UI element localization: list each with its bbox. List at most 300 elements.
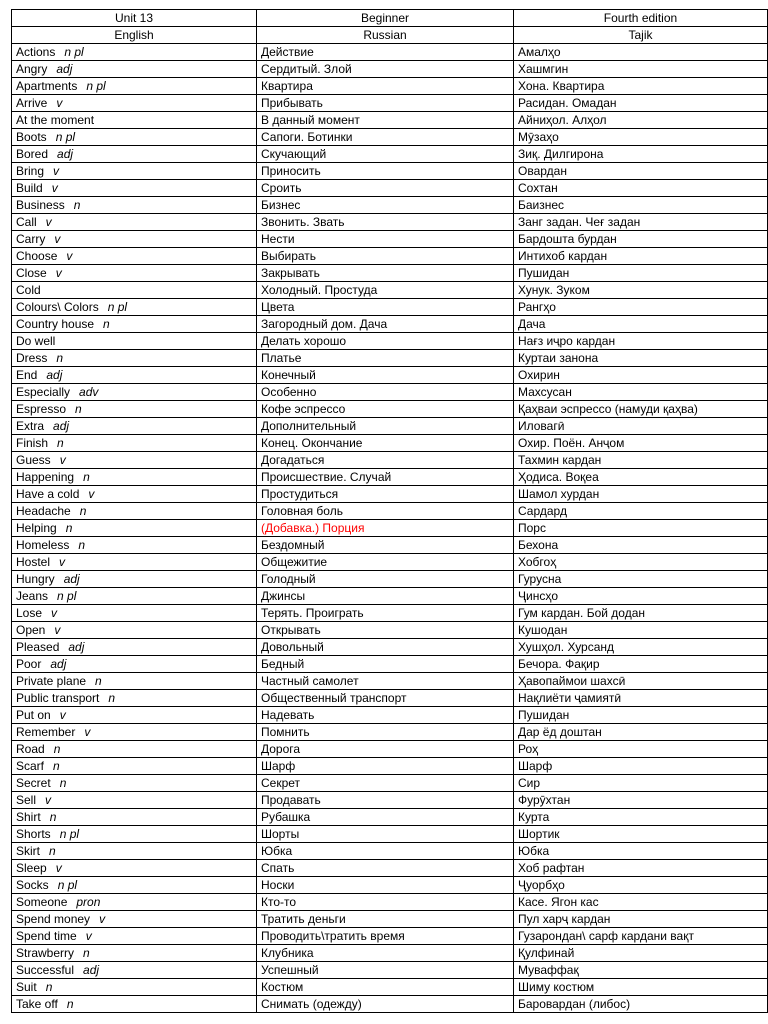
table-row — [12, 741, 768, 758]
english-word: Close — [16, 265, 47, 280]
table-row — [12, 792, 768, 809]
part-of-speech: n — [75, 401, 82, 416]
table-row — [12, 877, 768, 894]
tajik-cell: Баровардан (либос) — [514, 996, 768, 1013]
table-row — [12, 282, 768, 299]
english-cell — [12, 350, 257, 367]
english-cell — [12, 163, 257, 180]
part-of-speech: adj — [56, 61, 73, 76]
english-cell — [12, 180, 257, 197]
english-cell — [12, 384, 257, 401]
part-of-speech: v — [88, 486, 95, 501]
part-of-speech: v — [56, 95, 63, 110]
russian-cell: Головная боль — [257, 503, 514, 520]
english-word: Road — [16, 741, 45, 756]
english-cell — [12, 622, 257, 639]
tajik-cell: Айниҳол. Алҳол — [514, 112, 768, 129]
table-row — [12, 44, 768, 61]
table-row — [12, 316, 768, 333]
english-word: Pleased — [16, 639, 60, 654]
part-of-speech: n pl — [55, 129, 76, 144]
english-word: Jeans — [16, 588, 49, 603]
tajik-cell: Курта — [514, 809, 768, 826]
english-word: Build — [16, 180, 43, 195]
part-of-speech: n pl — [57, 588, 77, 603]
russian-cell: Секрет — [257, 775, 514, 792]
english-word: Arrive — [16, 95, 48, 110]
table-row — [12, 520, 768, 537]
tajik-cell: Куртаи занона — [514, 350, 768, 367]
part-of-speech: v — [55, 265, 62, 280]
table-row — [12, 333, 768, 350]
russian-cell: Дополнительный — [257, 418, 514, 435]
tajik-cell: Рангҳо — [514, 299, 768, 316]
english-cell — [12, 333, 257, 350]
tajik-cell: Касе. Ягон кас — [514, 894, 768, 911]
tajik-cell: Хашмгин — [514, 61, 768, 78]
level-label: Beginner — [257, 10, 514, 27]
table-row — [12, 860, 768, 877]
english-cell — [12, 571, 257, 588]
table-row — [12, 809, 768, 826]
english-word: End — [16, 367, 38, 382]
tajik-cell: Хунук. Зуком — [514, 282, 768, 299]
tajik-cell: Зиқ. Дилгирона — [514, 146, 768, 163]
english-word: Strawberry — [16, 945, 75, 960]
tajik-cell: Шарф — [514, 758, 768, 775]
english-word: Poor — [16, 656, 42, 671]
russian-cell: Носки — [257, 877, 514, 894]
table-row — [12, 350, 768, 367]
russian-cell: Выбирать — [257, 248, 514, 265]
english-word: Put on — [16, 707, 51, 722]
english-word: Apartments — [16, 78, 78, 93]
russian-cell: Надевать — [257, 707, 514, 724]
tajik-cell: Бардошта бурдан — [514, 231, 768, 248]
english-word: Have a cold — [16, 486, 80, 501]
table-row — [12, 911, 768, 928]
english-word: Spend time — [16, 928, 77, 943]
english-cell — [12, 129, 257, 146]
part-of-speech: n pl — [107, 299, 128, 314]
part-of-speech: n — [95, 673, 102, 688]
russian-cell: Происшествие. Случай — [257, 469, 514, 486]
tajik-cell: Охир. Поён. Анҷом — [514, 435, 768, 452]
russian-cell: Помнить — [257, 724, 514, 741]
english-cell — [12, 95, 257, 112]
english-cell — [12, 248, 257, 265]
part-of-speech: n — [45, 979, 53, 994]
tajik-cell: Овардан — [514, 163, 768, 180]
tajik-cell: Хобгоҳ — [514, 554, 768, 571]
tajik-cell: Фурӯхтан — [514, 792, 768, 809]
part-of-speech: adj — [63, 571, 80, 586]
english-cell — [12, 741, 257, 758]
tajik-cell: Хушҳол. Хурсанд — [514, 639, 768, 656]
english-cell — [12, 775, 257, 792]
english-cell — [12, 520, 257, 537]
tajik-cell: Роҳ — [514, 741, 768, 758]
english-word: Hostel — [16, 554, 51, 569]
tajik-cell: Муваффақ — [514, 962, 768, 979]
table-row — [12, 928, 768, 945]
english-word: Espresso — [16, 401, 67, 416]
english-word: Angry — [16, 61, 48, 76]
russian-cell: Спать — [257, 860, 514, 877]
part-of-speech: n pl — [64, 44, 84, 59]
russian-cell: В данный момент — [257, 112, 514, 129]
table-row — [12, 605, 768, 622]
russian-cell: Простудиться — [257, 486, 514, 503]
english-word: Finish — [16, 435, 49, 450]
english-cell — [12, 724, 257, 741]
part-of-speech: n — [59, 775, 67, 790]
english-cell — [12, 690, 257, 707]
tajik-cell: Шортик — [514, 826, 768, 843]
tajik-cell: Дача — [514, 316, 768, 333]
tajik-cell: Пушидан — [514, 265, 768, 282]
english-word: Boots — [16, 129, 47, 144]
tajik-cell: Шамол хурдан — [514, 486, 768, 503]
russian-cell: Квартира — [257, 78, 514, 95]
russian-cell: Джинсы — [257, 588, 514, 605]
tajik-cell: Амалҳо — [514, 44, 768, 61]
russian-cell: Сердитый. Злой — [257, 61, 514, 78]
unit-label: Unit 13 — [12, 10, 257, 27]
english-word: Call — [16, 214, 37, 229]
part-of-speech: v — [53, 163, 60, 178]
russian-cell: Нести — [257, 231, 514, 248]
english-cell — [12, 673, 257, 690]
english-cell — [12, 979, 257, 996]
table-row — [12, 945, 768, 962]
russian-cell: Прибывать — [257, 95, 514, 112]
part-of-speech: n — [49, 809, 57, 824]
part-of-speech: adj — [50, 656, 67, 671]
table-row — [12, 146, 768, 163]
table-row — [12, 486, 768, 503]
part-of-speech: n pl — [86, 78, 106, 93]
russian-cell: Платье — [257, 350, 514, 367]
english-word: Guess — [16, 452, 51, 467]
russian-cell: Цвета — [257, 299, 514, 316]
english-word: Spend money — [16, 911, 91, 926]
russian-cell: Приносить — [257, 163, 514, 180]
tajik-cell: Баизнес — [514, 197, 768, 214]
table-row — [12, 214, 768, 231]
russian-cell: Общественный транспорт — [257, 690, 514, 707]
english-word: Someone — [16, 894, 68, 909]
russian-cell: Бедный — [257, 656, 514, 673]
part-of-speech: n — [66, 996, 74, 1011]
english-word: Especially — [16, 384, 71, 399]
russian-cell: (Добавка.) Порция — [257, 520, 514, 537]
part-of-speech: n pl — [59, 826, 80, 841]
english-cell — [12, 962, 257, 979]
tajik-cell: Иловагӣ — [514, 418, 768, 435]
tajik-cell: Занг задан. Чеғ задан — [514, 214, 768, 231]
table-row — [12, 435, 768, 452]
tajik-cell: Шиму костюм — [514, 979, 768, 996]
tajik-cell: Хона. Квартира — [514, 78, 768, 95]
english-word: Successful — [16, 962, 75, 977]
russian-cell: Частный самолет — [257, 673, 514, 690]
english-cell — [12, 146, 257, 163]
english-cell — [12, 44, 257, 61]
english-word: Business — [16, 197, 65, 212]
english-word: Do well — [16, 333, 56, 348]
header-row-languages — [12, 27, 768, 44]
part-of-speech: n — [78, 537, 86, 552]
part-of-speech: v — [45, 214, 52, 229]
part-of-speech: pron — [76, 894, 101, 909]
russian-cell: Сапоги. Ботинки — [257, 129, 514, 146]
russian-cell: Голодный — [257, 571, 514, 588]
tajik-cell: Махсусан — [514, 384, 768, 401]
tajik-cell: Сохтан — [514, 180, 768, 197]
table-row — [12, 418, 768, 435]
russian-cell: Кофе эспрессо — [257, 401, 514, 418]
table-row — [12, 758, 768, 775]
english-cell — [12, 231, 257, 248]
tajik-cell: Пул харҷ кардан — [514, 911, 768, 928]
russian-cell: Кто-то — [257, 894, 514, 911]
russian-cell: Закрывать — [257, 265, 514, 282]
part-of-speech: n — [108, 690, 116, 705]
table-row — [12, 469, 768, 486]
table-row — [12, 452, 768, 469]
english-cell — [12, 418, 257, 435]
english-cell — [12, 452, 257, 469]
russian-cell: Общежитие — [257, 554, 514, 571]
english-word: Sell — [16, 792, 37, 807]
russian-cell: Конечный — [257, 367, 514, 384]
russian-cell: Успешный — [257, 962, 514, 979]
table-row — [12, 129, 768, 146]
english-word: Bored — [16, 146, 49, 161]
english-word: Extra — [16, 418, 45, 433]
column-header-tajik: Tajik — [514, 27, 768, 44]
table-row — [12, 843, 768, 860]
russian-cell: Особенно — [257, 384, 514, 401]
english-word: Country house — [16, 316, 95, 331]
part-of-speech: v — [54, 622, 61, 637]
table-row — [12, 724, 768, 741]
header-row-unit — [12, 10, 768, 27]
english-word: Cold — [16, 282, 41, 297]
english-word: Open — [16, 622, 46, 637]
english-word: Helping — [16, 520, 57, 535]
russian-cell: Шорты — [257, 826, 514, 843]
tajik-cell: Гурусна — [514, 571, 768, 588]
english-cell — [12, 928, 257, 945]
part-of-speech: v — [66, 248, 73, 263]
english-cell — [12, 792, 257, 809]
column-header-russian: Russian — [257, 27, 514, 44]
english-cell — [12, 826, 257, 843]
table-row — [12, 180, 768, 197]
tajik-cell: Дар ёд доштан — [514, 724, 768, 741]
english-cell — [12, 265, 257, 282]
part-of-speech: adj — [53, 418, 70, 433]
russian-cell: Шарф — [257, 758, 514, 775]
tajik-cell: Ҳавопаймои шахсӣ — [514, 673, 768, 690]
part-of-speech: adj — [46, 367, 63, 382]
english-word: Homeless — [16, 537, 70, 552]
russian-cell: Продавать — [257, 792, 514, 809]
english-word: Sleep — [16, 860, 47, 875]
english-word: Dress — [16, 350, 48, 365]
english-cell — [12, 860, 257, 877]
english-word: Happening — [16, 469, 75, 484]
english-word: Colours\ Colors — [16, 299, 99, 314]
english-word: At the moment — [16, 112, 95, 127]
english-word: Suit — [16, 979, 37, 994]
russian-cell: Конец. Окончание — [257, 435, 514, 452]
english-word: Lose — [16, 605, 43, 620]
tajik-cell: Охирин — [514, 367, 768, 384]
part-of-speech: n — [83, 945, 90, 960]
english-cell — [12, 537, 257, 554]
english-cell — [12, 214, 257, 231]
english-word: Skirt — [16, 843, 40, 858]
english-cell — [12, 112, 257, 129]
english-cell — [12, 486, 257, 503]
english-word: Hungry — [16, 571, 55, 586]
russian-cell: Делать хорошо — [257, 333, 514, 350]
english-cell — [12, 469, 257, 486]
part-of-speech: v — [51, 180, 58, 195]
part-of-speech: adj — [83, 962, 100, 977]
russian-cell: Юбка — [257, 843, 514, 860]
table-row — [12, 503, 768, 520]
english-word: Shirt — [16, 809, 41, 824]
english-cell — [12, 758, 257, 775]
english-word: Bring — [16, 163, 45, 178]
tajik-cell: Гузарондан\ сарф кардани вақт — [514, 928, 768, 945]
russian-cell: Бизнес — [257, 197, 514, 214]
table-row — [12, 690, 768, 707]
tajik-cell: Мӯзаҳо — [514, 129, 768, 146]
english-cell — [12, 996, 257, 1013]
table-row — [12, 962, 768, 979]
tajik-cell: Расидан. Омадан — [514, 95, 768, 112]
english-cell — [12, 299, 257, 316]
english-cell — [12, 554, 257, 571]
table-row — [12, 571, 768, 588]
english-word: Scarf — [16, 758, 45, 773]
part-of-speech: v — [51, 605, 58, 620]
tajik-cell: Ҷинсҳо — [514, 588, 768, 605]
tajik-cell: Юбка — [514, 843, 768, 860]
russian-cell: Проводить\тратить время — [257, 928, 514, 945]
russian-cell: Открывать — [257, 622, 514, 639]
part-of-speech: n pl — [57, 877, 78, 892]
part-of-speech: v — [85, 928, 92, 943]
russian-cell: Холодный. Простуда — [257, 282, 514, 299]
table-row — [12, 622, 768, 639]
russian-cell: Действие — [257, 44, 514, 61]
part-of-speech: adj — [68, 639, 85, 654]
table-row — [12, 656, 768, 673]
table-row — [12, 248, 768, 265]
table-row — [12, 401, 768, 418]
english-word: Socks — [16, 877, 49, 892]
tajik-cell: Қулфинай — [514, 945, 768, 962]
tajik-cell: Ҷуорбҳо — [514, 877, 768, 894]
english-cell — [12, 503, 257, 520]
part-of-speech: v — [59, 707, 66, 722]
tajik-cell: Сардард — [514, 503, 768, 520]
english-cell — [12, 809, 257, 826]
english-cell — [12, 639, 257, 656]
part-of-speech: adv — [79, 384, 99, 399]
english-word: Carry — [16, 231, 46, 246]
part-of-speech: v — [59, 452, 66, 467]
part-of-speech: adj — [57, 146, 74, 161]
english-cell — [12, 707, 257, 724]
tajik-cell: Бечора. Фақир — [514, 656, 768, 673]
tajik-cell: Интихоб кардан — [514, 248, 768, 265]
tajik-cell: Кушодан — [514, 622, 768, 639]
table-row — [12, 537, 768, 554]
english-cell — [12, 843, 257, 860]
tajik-cell: Нақлиёти ҷамиятӣ — [514, 690, 768, 707]
table-row — [12, 554, 768, 571]
english-word: Private plane — [16, 673, 87, 688]
english-cell — [12, 877, 257, 894]
russian-cell: Звонить. Звать — [257, 214, 514, 231]
table-row — [12, 979, 768, 996]
tajik-cell: Хоб рафтан — [514, 860, 768, 877]
column-header-english: English — [12, 27, 257, 44]
english-cell — [12, 656, 257, 673]
table-row — [12, 197, 768, 214]
table-row — [12, 231, 768, 248]
part-of-speech: n — [73, 197, 81, 212]
russian-cell: Догадаться — [257, 452, 514, 469]
part-of-speech: v — [99, 911, 106, 926]
part-of-speech: v — [55, 860, 62, 875]
part-of-speech: n — [49, 843, 56, 858]
part-of-speech: v — [45, 792, 52, 807]
table-row — [12, 95, 768, 112]
english-cell — [12, 316, 257, 333]
part-of-speech: n — [57, 435, 64, 450]
table-row — [12, 163, 768, 180]
part-of-speech: n — [53, 741, 61, 756]
russian-cell: Скучающий — [257, 146, 514, 163]
table-row — [12, 639, 768, 656]
part-of-speech: n — [56, 350, 64, 365]
english-word: Secret — [16, 775, 51, 790]
russian-cell: Тратить деньги — [257, 911, 514, 928]
table-row — [12, 707, 768, 724]
part-of-speech: n — [103, 316, 110, 331]
english-cell — [12, 588, 257, 605]
part-of-speech: v — [54, 231, 61, 246]
part-of-speech: n — [83, 469, 90, 484]
english-cell — [12, 61, 257, 78]
russian-cell: Снимать (одежду) — [257, 996, 514, 1013]
table-row — [12, 367, 768, 384]
part-of-speech: n — [65, 520, 73, 535]
part-of-speech: v — [59, 554, 66, 569]
english-cell — [12, 911, 257, 928]
table-row — [12, 299, 768, 316]
table-row — [12, 78, 768, 95]
table-row — [12, 775, 768, 792]
